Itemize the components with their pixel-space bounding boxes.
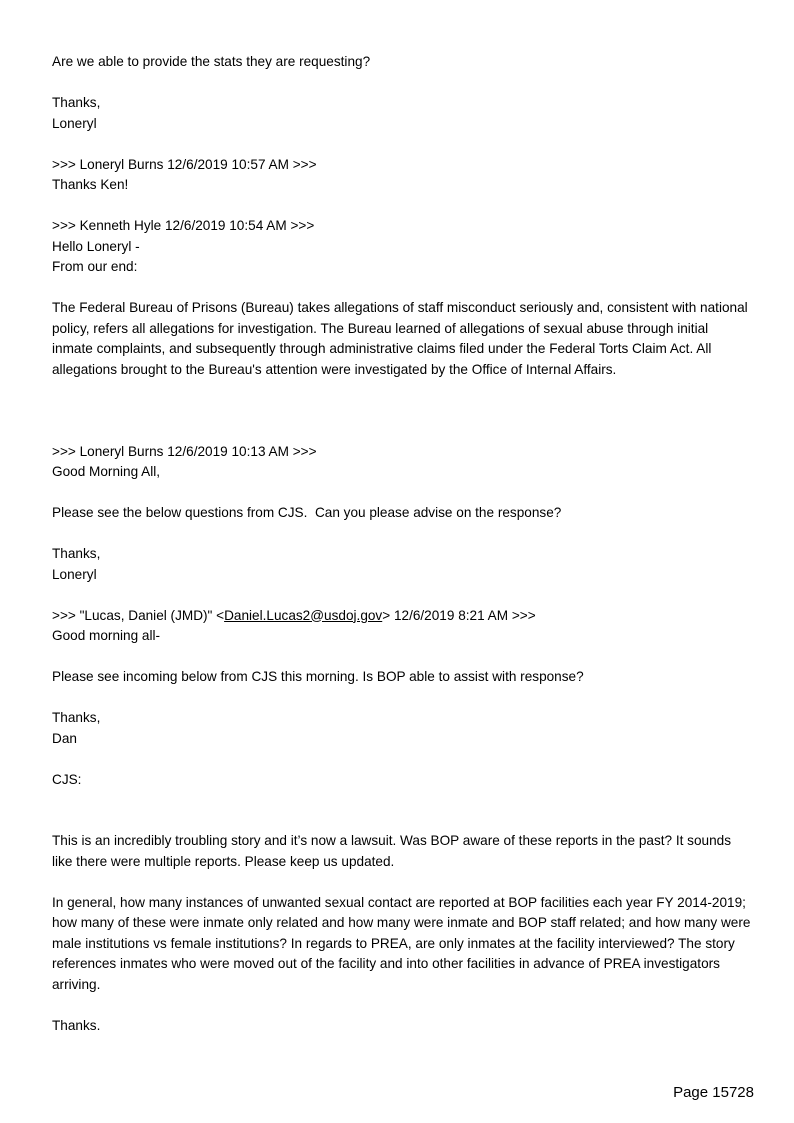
cjs-paragraph: In general, how many instances of unwanted sexual contact are reported at BOP facilities each year FY 2014-2019; how many of these were inmate only related and how many were inmate and BOP staff related; and how many were male institutions vs female institutions? In regards to PREA, are only inmates at the facility interviewed? The story references inmates who were moved out of the facility and into other facilities in advance of PREA investigators arriving. <box>52 894 751 992</box>
greeting-text: Good morning all- <box>52 628 161 643</box>
cjs-paragraph: This is an incredibly troubling story and it’s now a lawsuit. Was BOP aware of these reports in the past? It sounds like there were multiple reports. Please keep us updated. <box>52 833 732 869</box>
closing-text: Thanks, <box>52 710 101 725</box>
message-body: Thanks Ken! <box>52 177 129 192</box>
closing-text: Thanks, <box>52 95 101 110</box>
message-body: Please see the below questions from CJS. Can you please advise on the response? <box>52 505 562 520</box>
closing-text: Thanks. <box>52 1017 101 1033</box>
header-prefix: >>> "Lucas, Daniel (JMD)" < <box>52 607 225 623</box>
greeting-text: Good Morning All, <box>52 464 161 479</box>
cjs-label: CJS: <box>52 771 82 787</box>
header-suffix: > 12/6/2019 8:21 AM >>> <box>382 607 536 623</box>
page-number: Page 15728 <box>673 1084 754 1101</box>
intro-text: From our end: <box>52 259 138 274</box>
question-text: Are we able to provide the stats they are requesting? <box>52 54 371 69</box>
email-thread <box>52 52 752 1036</box>
message-body: Please see incoming below from CJS this morning. Is BOP able to assist with response? <box>52 669 584 684</box>
signature-text: Loneryl <box>52 115 97 131</box>
signature-text: Dan <box>52 730 77 746</box>
email-link[interactable]: Daniel.Lucas2@usdoj.gov <box>224 607 383 623</box>
message-header: >>> Kenneth Hyle 12/6/2019 10:54 AM >>> <box>52 218 315 233</box>
message-header <box>52 606 752 627</box>
message-header: >>> Loneryl Burns 12/6/2019 10:13 AM >>> <box>52 443 317 459</box>
signature-text: Loneryl <box>52 566 97 582</box>
greeting-text: Hello Loneryl - <box>52 238 140 254</box>
closing-text: Thanks, <box>52 546 101 561</box>
bureau-statement: The Federal Bureau of Prisons (Bureau) takes allegations of staff misconduct seriously and, consistent with national policy, refers all allegations for investigation. The Bureau learned of allegations of sexual abuse through initial inmate complaints, and subsequently through administrative claims filed under the Federal Torts Claim Act. All allegations brought to the Bureau's attention were investigated by the Office of Internal Affairs. <box>52 300 748 377</box>
message-header: >>> Loneryl Burns 12/6/2019 10:57 AM >>> <box>52 156 317 172</box>
